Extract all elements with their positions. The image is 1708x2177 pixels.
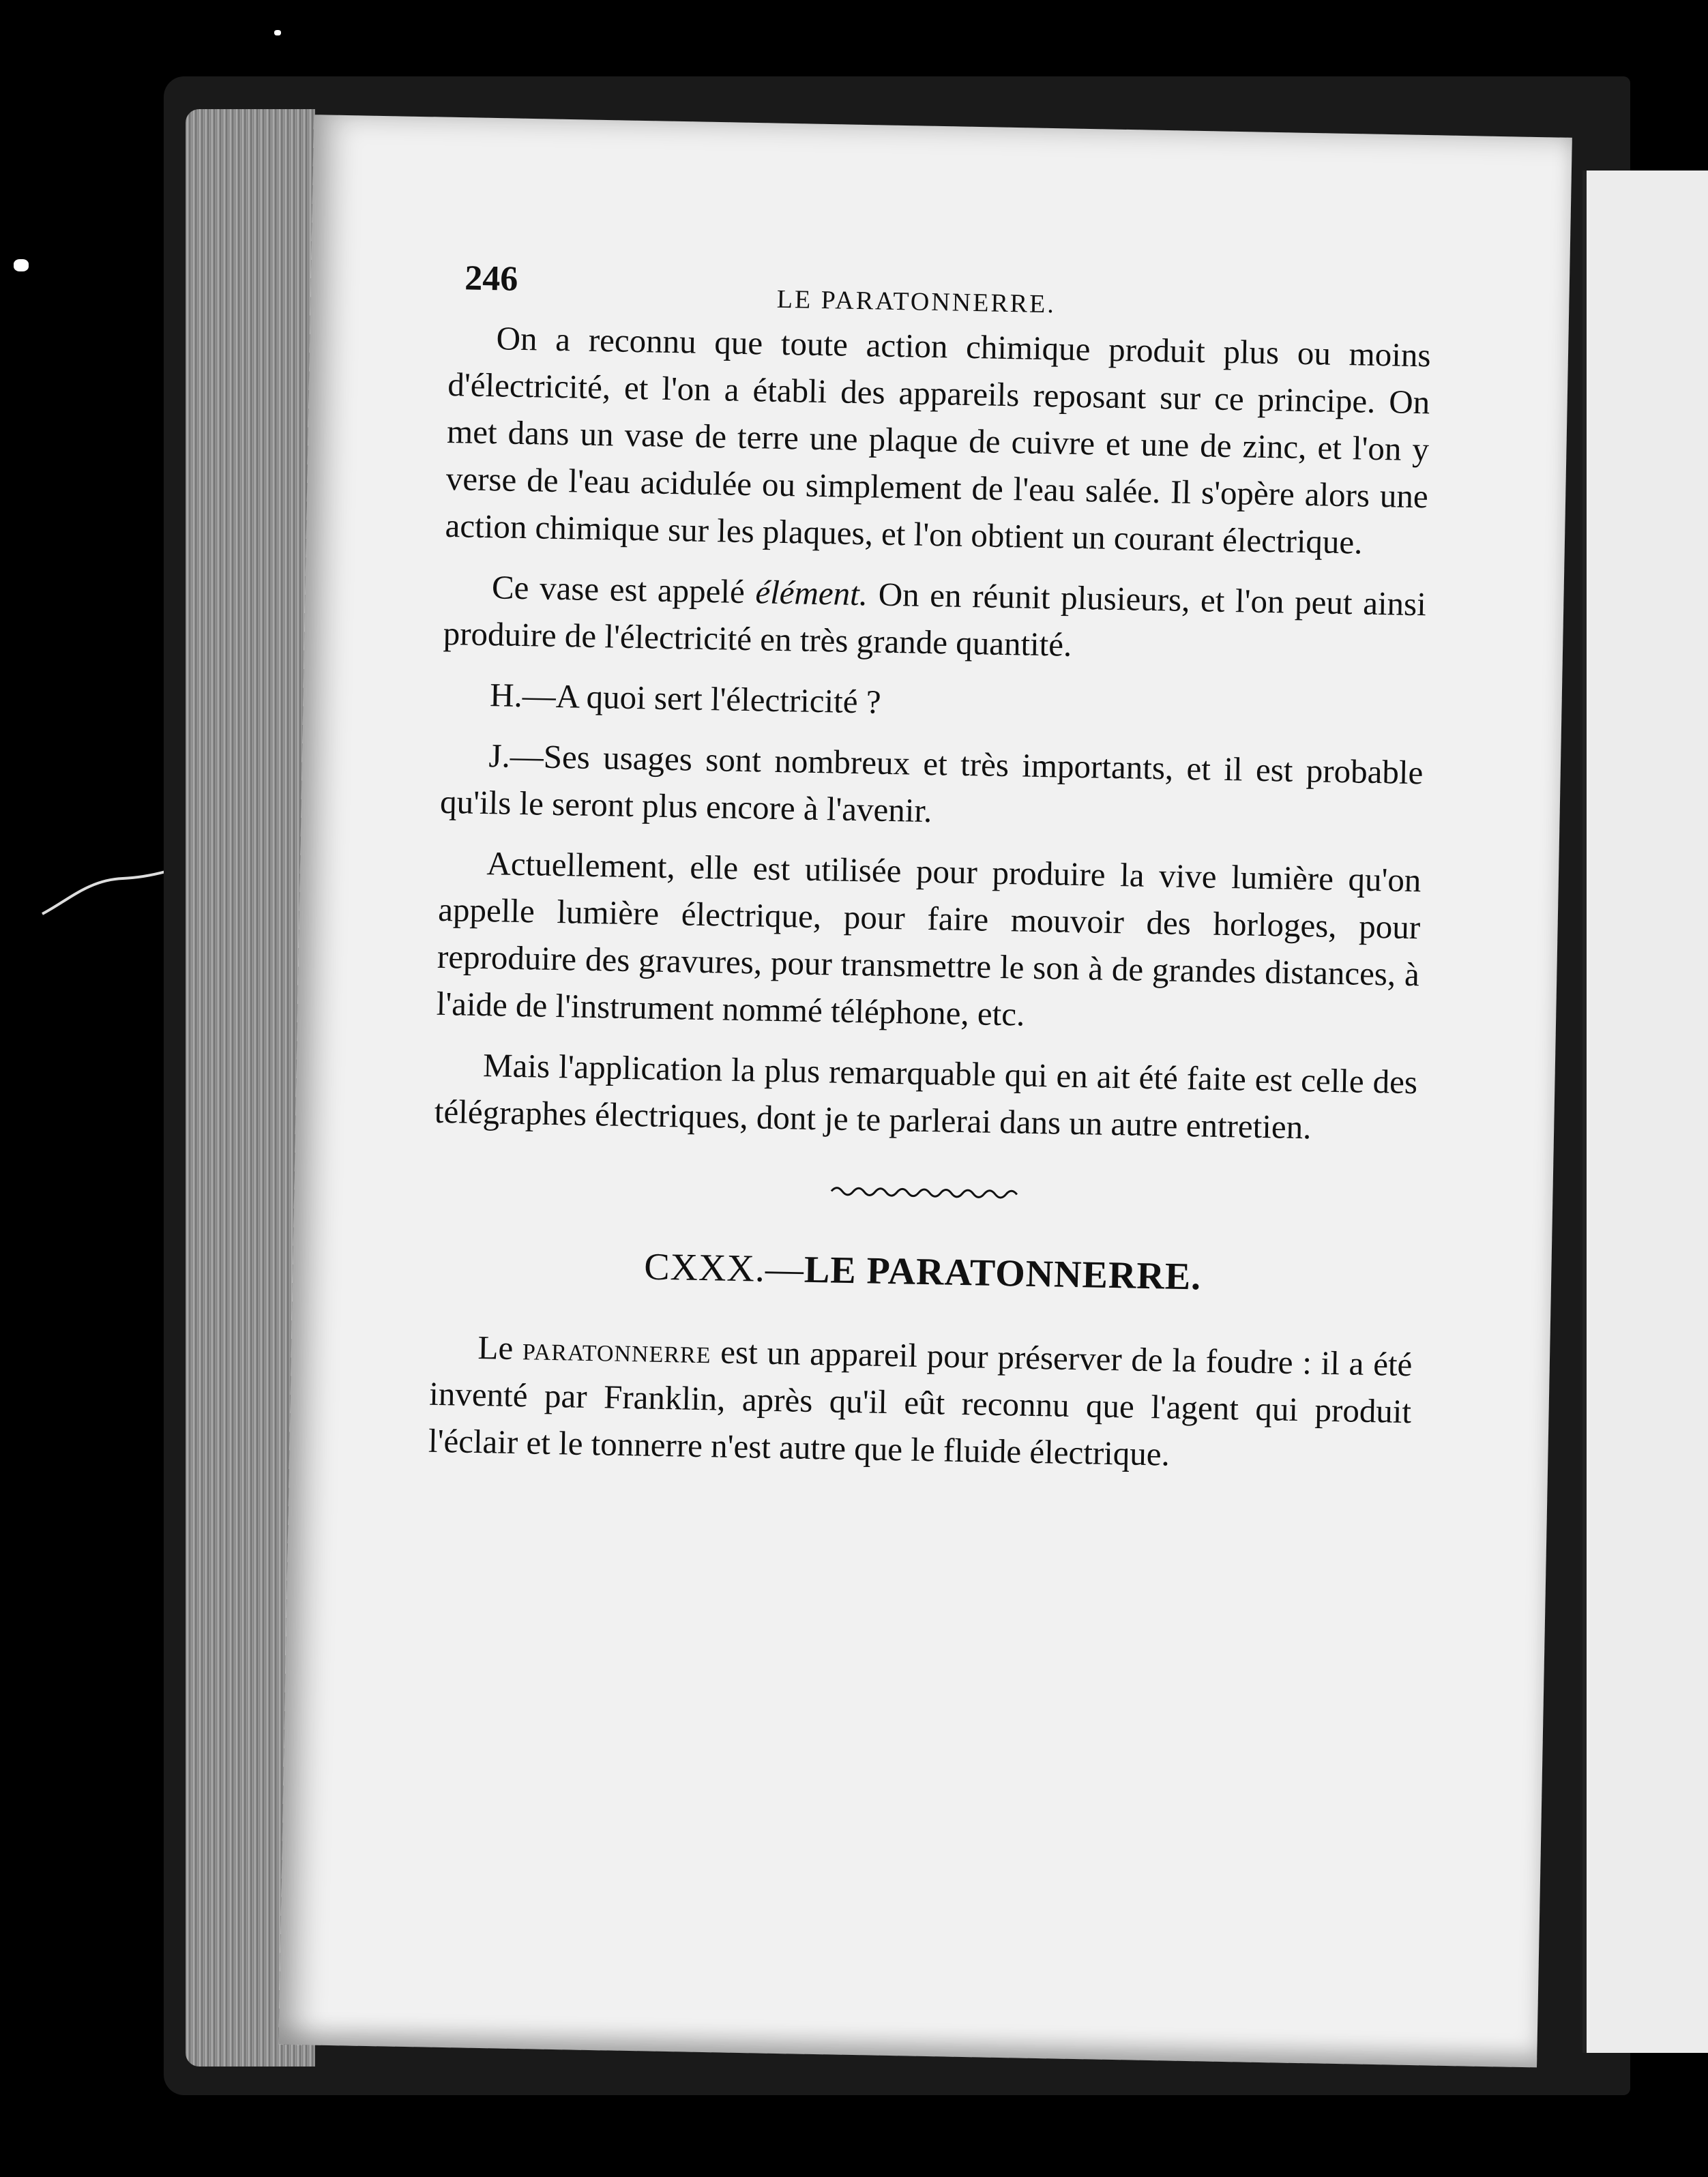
section-divider-ornament	[829, 1181, 1020, 1204]
term-paratonnerre: paratonnerre	[522, 1329, 712, 1371]
question-h: H.—A quoi sert l'électricité ?	[489, 676, 882, 721]
paragraph-element-text: Ce vase est appelé	[491, 568, 756, 611]
paragraph-paratonnerre-text: Le	[477, 1329, 523, 1367]
page-text	[428, 252, 1432, 1496]
running-head: LE PARATONNERRE.	[776, 284, 1057, 319]
paragraph-paratonnerre-text: est un appareil pour préserver de la foudre : il a été inventé par Franklin, après qu'il eût reconnu que l'agent qui produit l'éclair et le tonnerre n'est autre que le fluide électrique.	[428, 1333, 1413, 1473]
paragraph-element	[443, 563, 1426, 675]
paragraph-uses: Actuellement, elle est utilisée pour produire la vive lumière qu'on appelle lumière électrique, pour faire mouvoir des horloges, pour reproduire des gravures, pour transmettre le son à de grandes distances, à l'aide de l'instrument nommé téléphone, etc.	[436, 844, 1422, 1033]
answer-j: J.—Ses usages sont nombreux et très importants, et il est probable qu'ils le seront plus encore à l'avenir.	[439, 737, 1424, 830]
paragraph-element-text: On en réunit plusieurs, et l'on peut ainsi produire de l'électricité en très grande quantité.	[443, 575, 1427, 664]
term-element: élément.	[754, 573, 868, 613]
chapter-name: LE PARATONNERRE.	[804, 1248, 1202, 1299]
chapter-title	[431, 1241, 1414, 1303]
paragraph-paratonnerre	[428, 1323, 1413, 1482]
scan-speck	[14, 259, 29, 271]
paragraph-telegraph: Mais l'application la plus remarquable qui en ait été faite est celle des télégraphes électriques, dont je te parlerai dans un autre entretien.	[434, 1046, 1418, 1146]
paragraph-chemical-action: On a reconnu que toute action chimique produit plus ou moins d'électricité, et l'on a établi des appareils reposant sur ce principe. On met dans un vase de terre une plaque de cuivre et une de zinc, et l'on y verse de l'eau acidulée ou simplement de l'eau salée. Il s'opère alors une action chimique sur les plaques, et l'on obtient un courant électrique.	[445, 319, 1431, 561]
scan-speck	[274, 30, 281, 35]
facing-page-edge	[1582, 171, 1708, 2053]
page-number: 246	[464, 258, 518, 299]
chapter-number: CXXX.—	[643, 1245, 805, 1291]
